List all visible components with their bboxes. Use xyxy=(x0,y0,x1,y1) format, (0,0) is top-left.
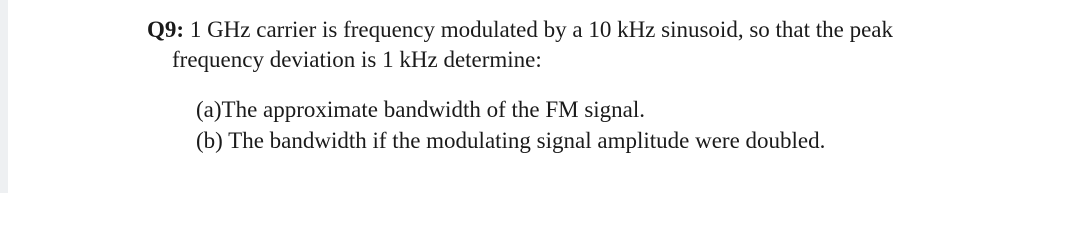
question-stem-line-2: frequency deviation is 1 kHz determine: xyxy=(172,47,542,72)
question-number: Q9: xyxy=(147,17,185,42)
question-part-a: (a)The approximate bandwidth of the FM signal. xyxy=(196,97,646,122)
question-stem-line-1 xyxy=(147,16,893,44)
question-stem-text-1: 1 GHz carrier is frequency modulated by a 10 kHz sinusoid, so that the peak xyxy=(184,17,894,42)
question-part-b: (b) The bandwidth if the modulating signal amplitude were doubled. xyxy=(196,128,826,153)
